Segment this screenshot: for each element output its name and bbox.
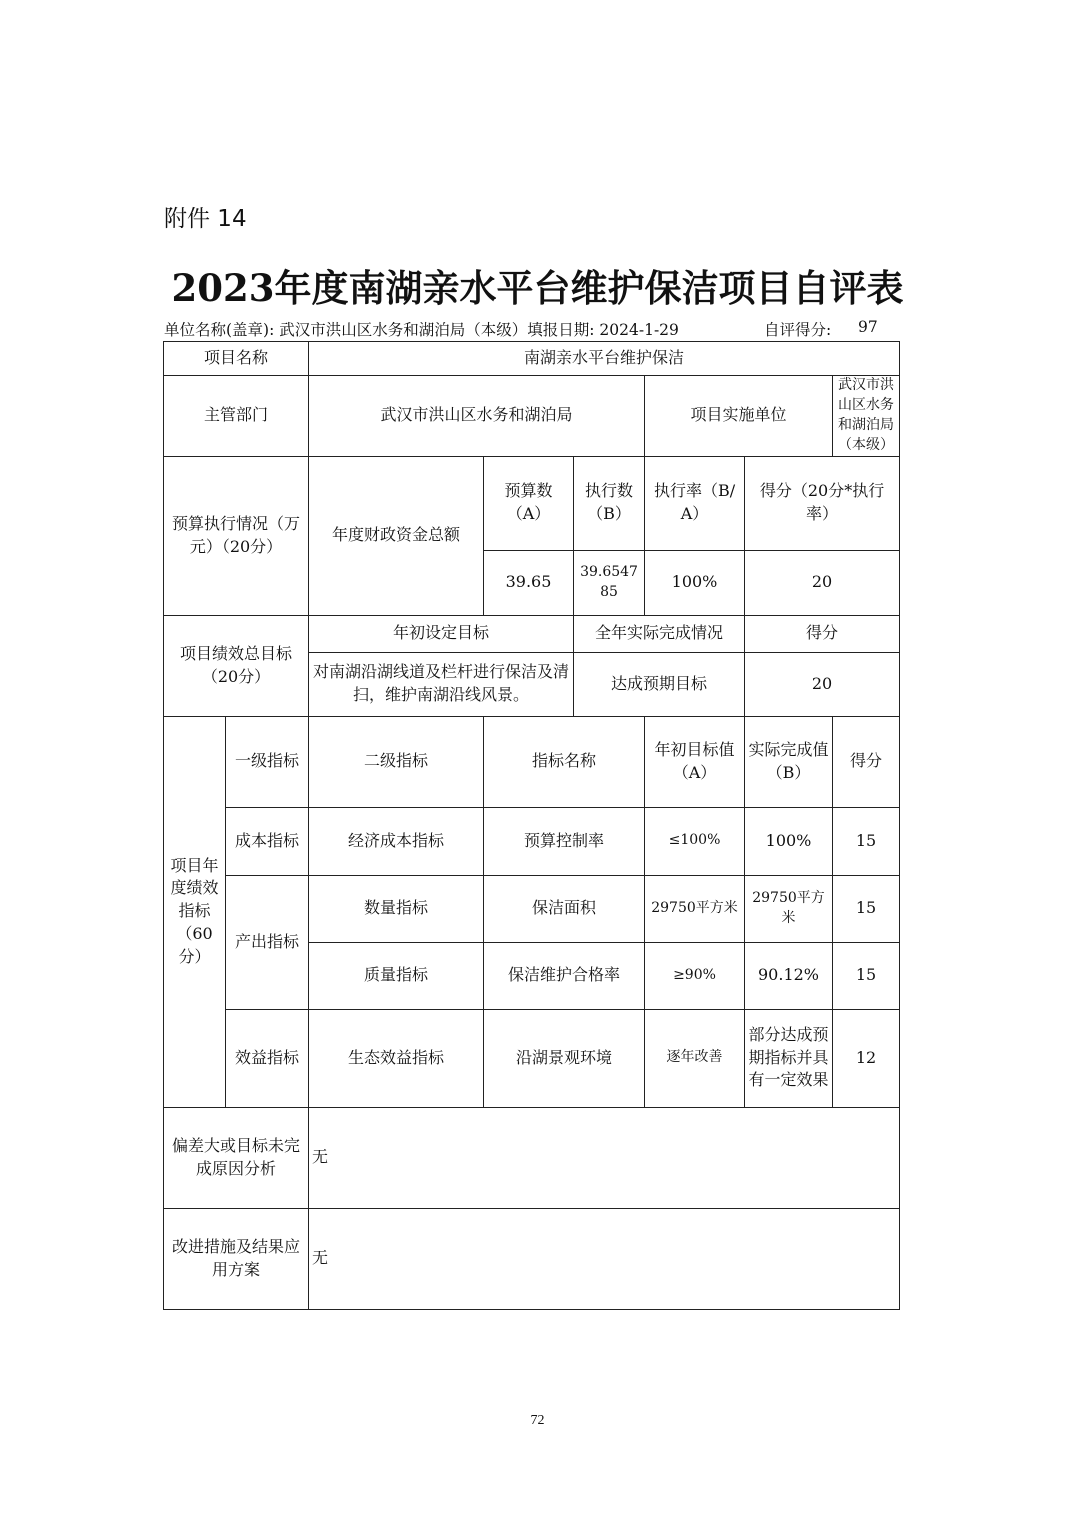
goal-section-label: 项目绩效总目标（20分） [164,615,309,716]
project-name-value: 南湖亲水平台维护保洁 [309,342,900,376]
impl-unit-value: 武汉市洪山区水务和湖泊局（本级） [833,376,900,457]
table-row [164,615,900,652]
target-cell: ≤100% [645,807,745,875]
goal-score-value: 20 [745,652,900,716]
level2-cell: 数量指标 [309,875,484,942]
dept-label: 主管部门 [164,376,309,457]
improvement-value: 无 [309,1208,900,1309]
level1-cell: 成本指标 [226,807,309,875]
indicator-score-cell: 15 [833,807,900,875]
page-number: 72 [530,1413,545,1428]
actual-header: 实际完成值（B） [745,716,833,807]
budget-section-label: 预算执行情况（万元）（20分） [164,456,309,615]
table-row [164,376,900,457]
table-row [164,716,900,807]
goal-target-value: 对南湖沿湖线道及栏杆进行保洁及清扫，维护南湖沿线风景。 [309,652,574,716]
evaluation-table [163,341,900,1310]
target-cell: 逐年改善 [645,1009,745,1107]
actual-cell: 90.12% [745,942,833,1009]
level1-header: 一级指标 [226,716,309,807]
indicator-score-cell: 12 [833,1009,900,1107]
budget-value: 39.65 [484,550,574,615]
target-header: 年初目标值（A） [645,716,745,807]
improvement-label: 改进措施及结果应用方案 [164,1208,309,1309]
indicator-name-cell: 沿湖景观环境 [484,1009,645,1107]
self-score-value: 97 [858,318,878,336]
indicator-score-cell: 15 [833,942,900,1009]
table-row [164,1009,900,1107]
table-row [164,807,900,875]
document-title: 2023年度南湖亲水平台维护保洁项目自评表 [171,266,904,310]
exec-header: 执行数（B） [574,456,645,550]
level2-cell: 质量指标 [309,942,484,1009]
goal-actual-value: 达成预期目标 [574,652,745,716]
annex-label: 附件 14 [164,206,247,232]
goal-score-header: 得分 [745,615,900,652]
level1-cell: 产出指标 [226,875,309,1009]
indicators-section-label: 项目年度绩效指标（60分） [164,716,226,1107]
rate-header: 执行率（B/A） [645,456,745,550]
indicator-name-header: 指标名称 [484,716,645,807]
project-name-label: 项目名称 [164,342,309,376]
goal-target-header: 年初设定目标 [309,615,574,652]
actual-cell: 29750平方米 [745,875,833,942]
rate-value: 100% [645,550,745,615]
table-row [164,456,900,550]
table-row [164,342,900,376]
level2-header: 二级指标 [309,716,484,807]
budget-header: 预算数（A） [484,456,574,550]
unit-and-date: 单位名称(盖章): 武汉市洪山区水务和湖泊局（本级）填报日期: 2024-1-29 [164,321,679,339]
indicator-score-cell: 15 [833,875,900,942]
table-row [164,1107,900,1208]
deviation-label: 偏差大或目标未完成原因分析 [164,1107,309,1208]
level1-cell: 效益指标 [226,1009,309,1107]
level2-cell: 生态效益指标 [309,1009,484,1107]
table-row [164,1208,900,1309]
budget-score-header: 得分（20分*执行率） [745,456,900,550]
self-score-label: 自评得分: [764,321,832,339]
info-line [164,318,899,340]
level2-cell: 经济成本指标 [309,807,484,875]
indicator-name-cell: 预算控制率 [484,807,645,875]
deviation-value: 无 [309,1107,900,1208]
table-row [164,875,900,942]
indicator-name-cell: 保洁维护合格率 [484,942,645,1009]
target-cell: ≥90% [645,942,745,1009]
goal-actual-header: 全年实际完成情况 [574,615,745,652]
budget-score-value: 20 [745,550,900,615]
impl-unit-label: 项目实施单位 [645,376,833,457]
actual-cell: 部分达成预期指标并具有一定效果 [745,1009,833,1107]
indicator-name-cell: 保洁面积 [484,875,645,942]
fund-total-label: 年度财政资金总额 [309,456,484,615]
actual-cell: 100% [745,807,833,875]
exec-value: 39.654785 [574,550,645,615]
indicator-score-header: 得分 [833,716,900,807]
dept-value: 武汉市洪山区水务和湖泊局 [309,376,645,457]
target-cell: 29750平方米 [645,875,745,942]
